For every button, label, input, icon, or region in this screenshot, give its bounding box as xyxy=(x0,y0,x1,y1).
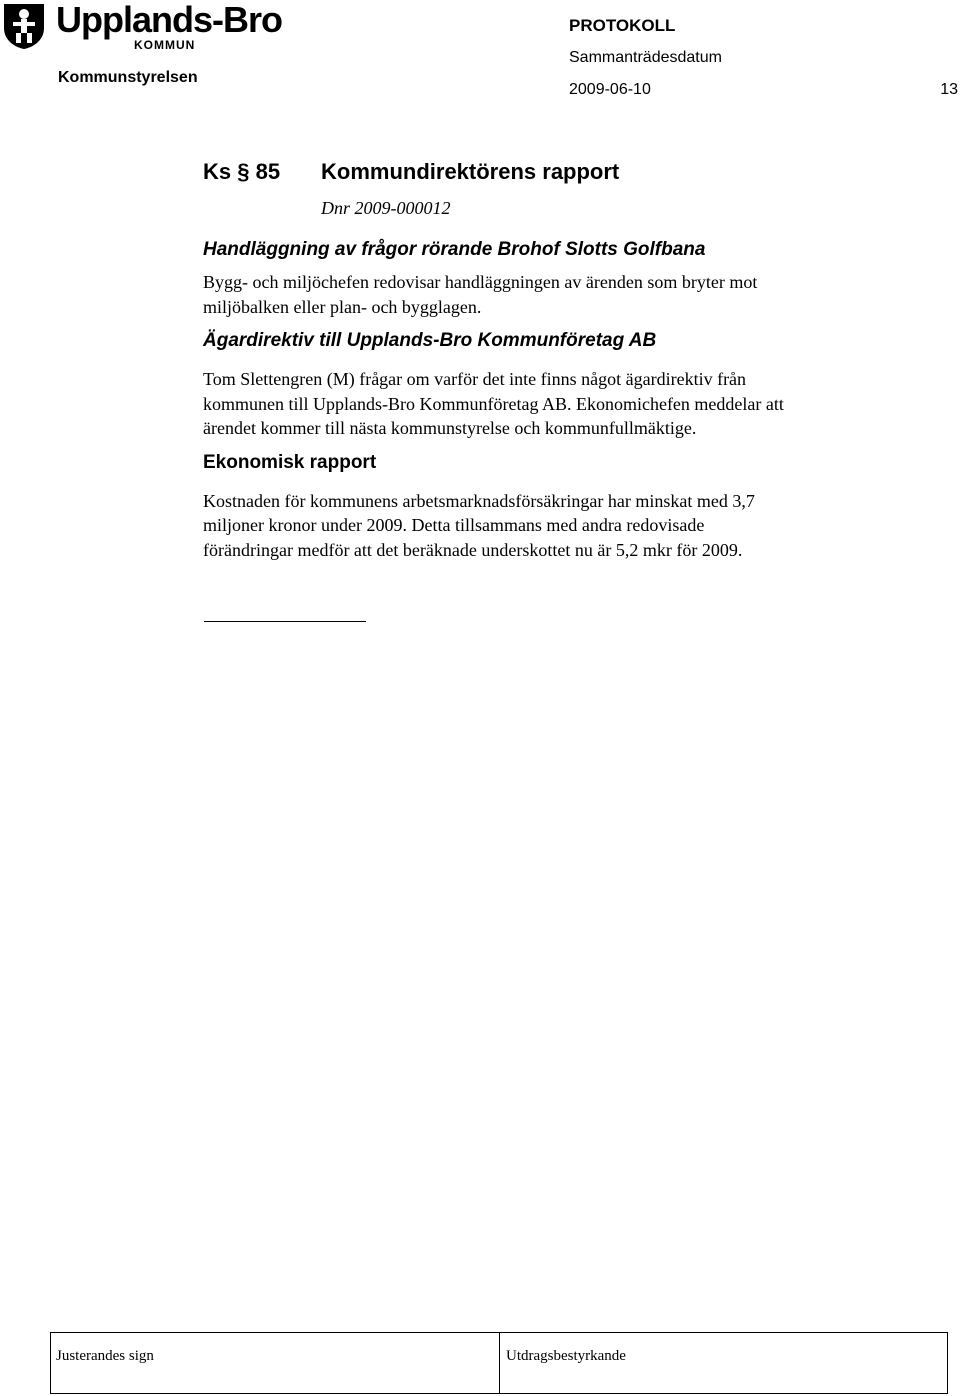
paragraph-line: Bygg- och miljöchefen redovisar handläggningen av ärenden som bryter mot xyxy=(203,272,758,292)
paragraph-line: miljöbalken eller plan- och bygglagen. xyxy=(203,296,482,317)
block-heading: Ekonomisk rapport xyxy=(203,451,377,473)
minutes-body xyxy=(203,238,923,562)
block-golf-course xyxy=(203,238,923,319)
paragraph-line: Kostnaden för kommunens arbetsmarknadsförsäkringar har minskat med 3,7 xyxy=(203,490,755,511)
footer-divider xyxy=(499,1333,500,1393)
block-heading: Handläggning av frågor rörande Brohof Slotts Golfbana xyxy=(203,239,706,260)
block-owner-directive xyxy=(203,329,923,441)
logo-subtitle: KOMMUN xyxy=(134,38,196,52)
paragraph-line: Tom Slettengren (M) frågar om varför det inte finns något ägardirektiv från xyxy=(203,369,747,389)
block-economic-report xyxy=(203,451,923,563)
section-title: Kommundirektörens rapport xyxy=(321,159,620,184)
document-type: PROTOKOLL xyxy=(569,16,676,35)
paragraph-line: förändringar medför att det beräknade underskottet nu är 5,2 mkr för 2009. xyxy=(203,539,743,560)
end-of-section-rule xyxy=(204,621,366,622)
coat-of-arms-icon xyxy=(2,2,46,50)
committee-name: Kommunstyrelsen xyxy=(58,69,198,86)
case-number: Dnr 2009-000012 xyxy=(321,198,451,218)
paragraph-line: ärendet kommer till nästa kommunstyrelse och kommunfullmäktige. xyxy=(203,418,697,438)
meeting-date-value: 2009-06-10 xyxy=(569,81,651,98)
extract-certification-label: Utdragsbestyrkande xyxy=(506,1348,626,1364)
section-number: Ks § 85 xyxy=(203,159,281,184)
paragraph-line: kommunen till Upplands-Bro Kommunföretag AB. Ekonomichefen meddelar att xyxy=(203,393,784,414)
municipality-logo xyxy=(0,0,300,56)
meeting-date-label: Sammanträdesdatum xyxy=(569,49,722,66)
paragraph-line: miljoner kronor under 2009. Detta tillsammans med andra redovisade xyxy=(203,515,705,535)
logo-name: Upplands-Bro xyxy=(56,0,282,40)
adjuster-signature-label: Justerandes sign xyxy=(56,1348,154,1364)
signature-footer xyxy=(50,1332,948,1394)
page-number: 13 xyxy=(940,81,958,98)
block-heading: Ägardirektiv till Upplands-Bro Kommunföretag AB xyxy=(203,330,657,351)
